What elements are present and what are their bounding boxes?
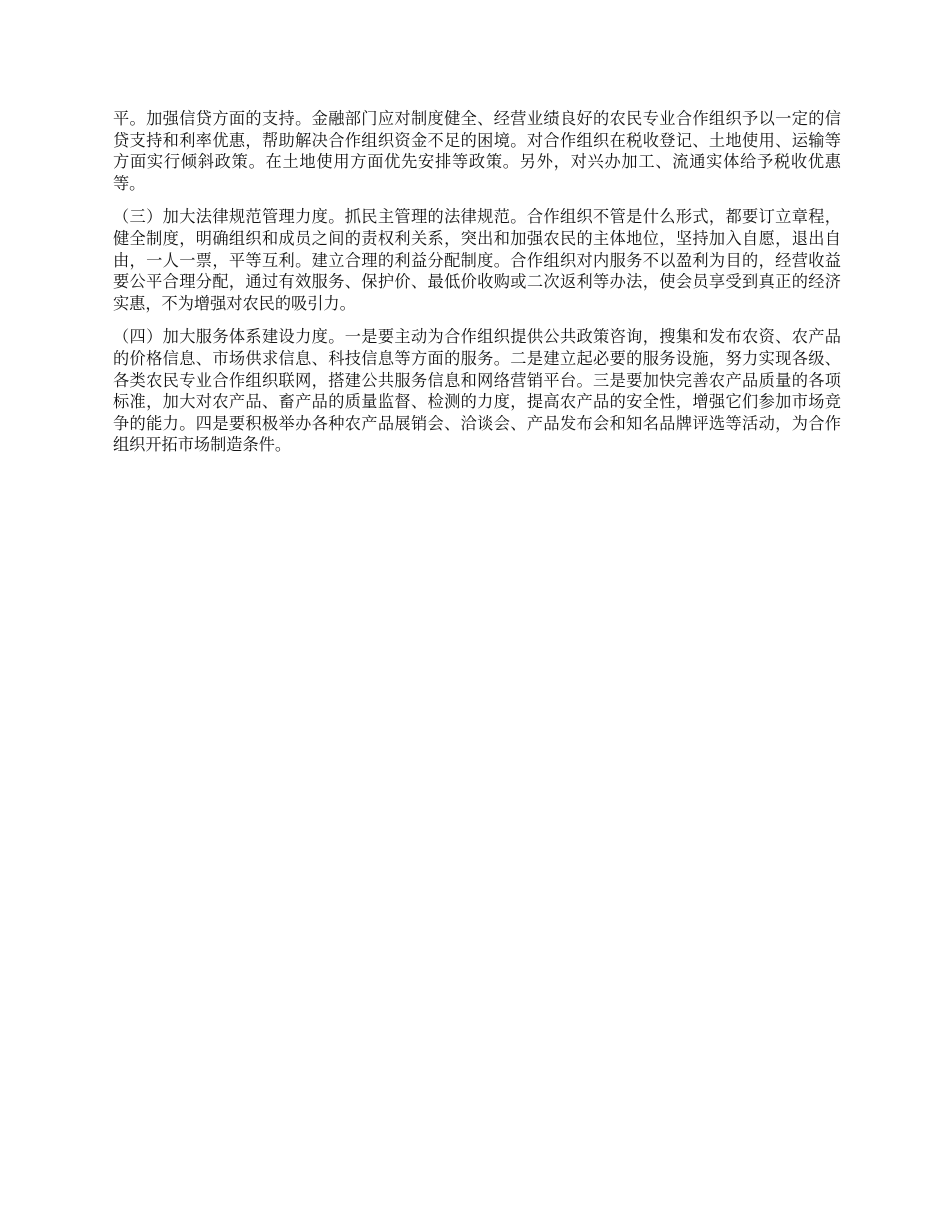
paragraph-service-system: （四）加大服务体系建设力度。一是要主动为合作组织提供公共政策咨询，搜集和发布农资、农产品的价格信息、市场供求信息、科技信息等方面的服务。二是建立起必要的服务设施，努力实现各级、各类农民专业合作组织联网，搭建公共服务信息和网络营销平台。三是要加快完善农产品质量的各项标准，加大对农产品、畜产品的质量监督、检测的力度，提高农产品的安全性，增强它们参加市场竞争的能力。四是要积极举办各种农产品展销会、洽谈会、产品发布会和知名品牌评选等活动，为合作组织开拓市场制造条件。 [113,327,841,455]
paragraph-credit-support: 平。加强信贷方面的支持。金融部门应对制度健全、经营业绩良好的农民专业合作组织予以一定的信贷支持和利率优惠，帮助解决合作组织资金不足的困境。对合作组织在税收登记、土地使用、运输等方面实行倾斜政策。在土地使用方面优先安排等政策。另外，对兴办加工、流通实体给予税收优惠等。 [113,109,841,193]
document-page [113,108,841,468]
paragraph-legal-management: （三）加大法律规范管理力度。抓民主管理的法律规范。合作组织不管是什么形式，都要订立章程，健全制度，明确组织和成员之间的责权利关系，突出和加强农民的主体地位，坚持加入自愿，退出自由，一人一票，平等互利。建立合理的利益分配制度。合作组织对内服务不以盈利为目的，经营收益要公平合理分配，通过有效服务、保护价、最低价收购或二次返利等办法，使会员享受到真正的经济实惠，不为增强对农民的吸引力。 [113,207,841,313]
